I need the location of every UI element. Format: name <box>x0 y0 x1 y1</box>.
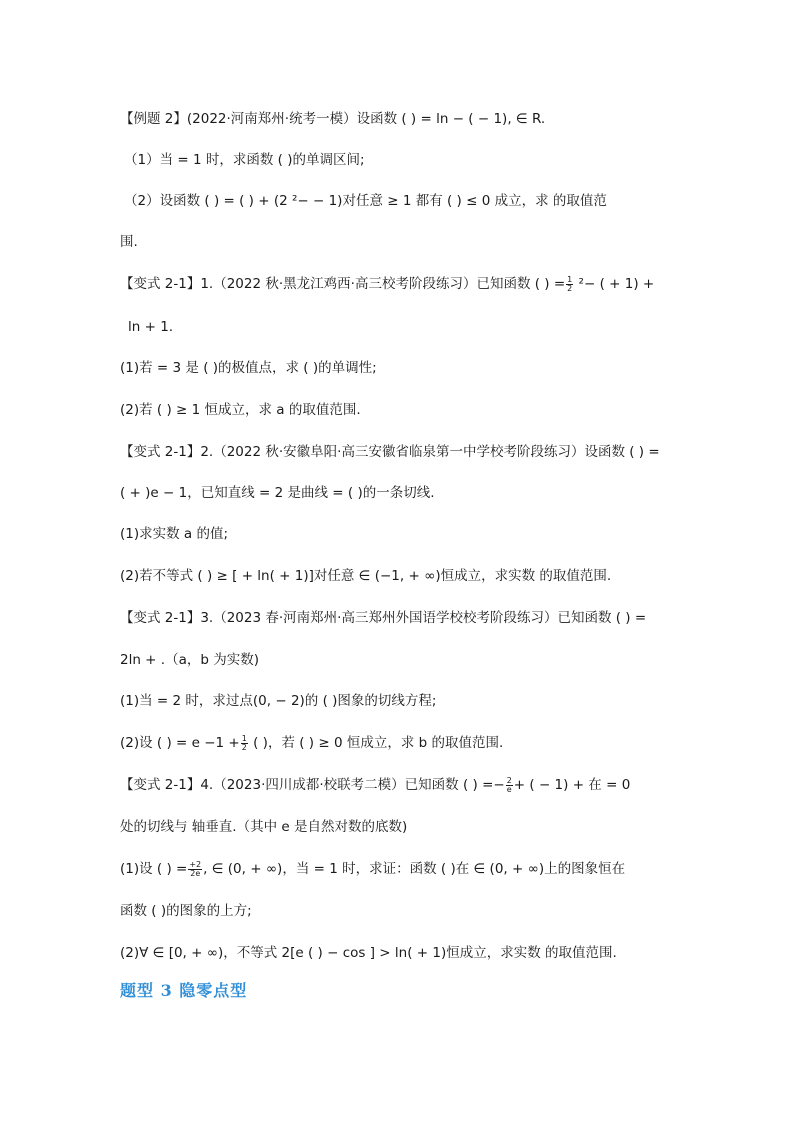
fraction-denominator: 2 <box>241 742 247 752</box>
fraction-half <box>241 735 248 752</box>
fraction-numerator: 2 <box>506 776 512 785</box>
variant-4-question-2: (2)∀ ∈ [0, + ∞)，不等式 2[e ( ) − cos ] > ln( + 1)恒成立，求实数 的取值范围. <box>120 945 617 961</box>
example-2-question-1: （1）当 = 1 时，求函数 ( )的单调区间; <box>124 152 365 168</box>
variant-3-question-2 <box>120 734 680 752</box>
example-2-title: 【例题 2】(2022·河南郑州·统考一模）设函数 ( ) = ln − ( − 1), ∈ R. <box>120 111 546 127</box>
variant-1-question-1: (1)若 = 3 是 ( )的极值点，求 ( )的单调性; <box>120 360 377 376</box>
variant-2-title-line-2: ( + )e − 1，已知直线 = 2 是曲线 = ( )的一条切线. <box>120 485 435 501</box>
fraction-numerator: 1 <box>241 734 247 743</box>
fraction-half <box>566 276 573 293</box>
variant-4-title-text: 【变式 2-1】4.（2023·四川成都·校联考二模）已知函数 ( ) =− <box>120 777 505 793</box>
variant-1-title-tail: ²− ( + 1) + <box>574 276 655 292</box>
variant-2-question-2: (2)若不等式 ( ) ≥ [ + ln( + 1)]对任意 ∈ (−1, + ∞)恒成立，求实数 的取值范围. <box>120 568 612 584</box>
variant-1-title-line-1 <box>120 275 680 293</box>
variant-1-title-line-2: ln + 1. <box>128 319 174 335</box>
variant-3-question-2-text: (2)设 ( ) = e −1 + <box>120 735 240 751</box>
variant-4-title-tail: + ( − 1) + 在 = 0 <box>513 777 631 793</box>
variant-3-title-line-2: 2ln + .（a，b 为实数) <box>120 652 259 668</box>
section-title: 题型 3 隐零点型 <box>120 981 248 1000</box>
variant-3-question-2-tail: ( )，若 ( ) ≥ 0 恒成立，求 b 的取值范围. <box>248 735 504 751</box>
fraction-denominator: 2 <box>567 283 573 293</box>
fraction-numerator: +2 <box>189 860 202 869</box>
variant-2-question-1: (1)求实数 a 的值; <box>120 526 229 542</box>
fraction-denominator: 2e <box>190 868 201 878</box>
variant-3-title-line-1: 【变式 2-1】3.（2023 春·河南郑州·高三郑州外国语学校校考阶段练习）已知函数 ( ) = <box>120 610 647 626</box>
fraction-plus2-over-2e <box>188 861 202 878</box>
variant-2-title-line-1: 【变式 2-1】2.（2022 秋·安徽阜阳·高三安徽省临泉第一中学校考阶段练习）设函数 ( ) = <box>120 444 660 460</box>
variant-1-title-text: 【变式 2-1】1.（2022 秋·黑龙江鸡西·高三校考阶段练习）已知函数 ( ) = <box>120 276 566 292</box>
variant-4-question-1-line-2: 函数 ( )的图象的上方; <box>120 903 252 919</box>
variant-4-question-1-tail: , ∈ (0, + ∞)，当 = 1 时，求证：函数 ( )在 ∈ (0, + ∞)上的图象恒在 <box>203 861 626 877</box>
variant-4-question-1-text: (1)设 ( ) = <box>120 861 188 877</box>
variant-1-question-2: (2)若 ( ) ≥ 1 恒成立，求 a 的取值范围. <box>120 402 361 418</box>
variant-3-question-1: (1)当 = 2 时，求过点(0, − 2)的 ( )图象的切线方程; <box>120 693 437 709</box>
fraction-numerator: 1 <box>567 275 573 284</box>
example-2-question-2-line-1: （2）设函数 ( ) = ( ) + (2 ²− − 1)对任意 ≥ 1 都有 ( ) ≤ 0 成立，求 的取值范 <box>124 193 607 209</box>
fraction-denominator: e <box>506 784 512 794</box>
variant-4-question-1-line-1 <box>120 860 680 878</box>
variant-4-title-line-1 <box>120 776 680 794</box>
variant-4-title-line-2: 处的切线与 轴垂直.（其中 e 是自然对数的底数) <box>120 819 408 835</box>
example-2-question-2-line-2: 围. <box>120 234 138 250</box>
fraction-2-over-e <box>506 777 513 794</box>
